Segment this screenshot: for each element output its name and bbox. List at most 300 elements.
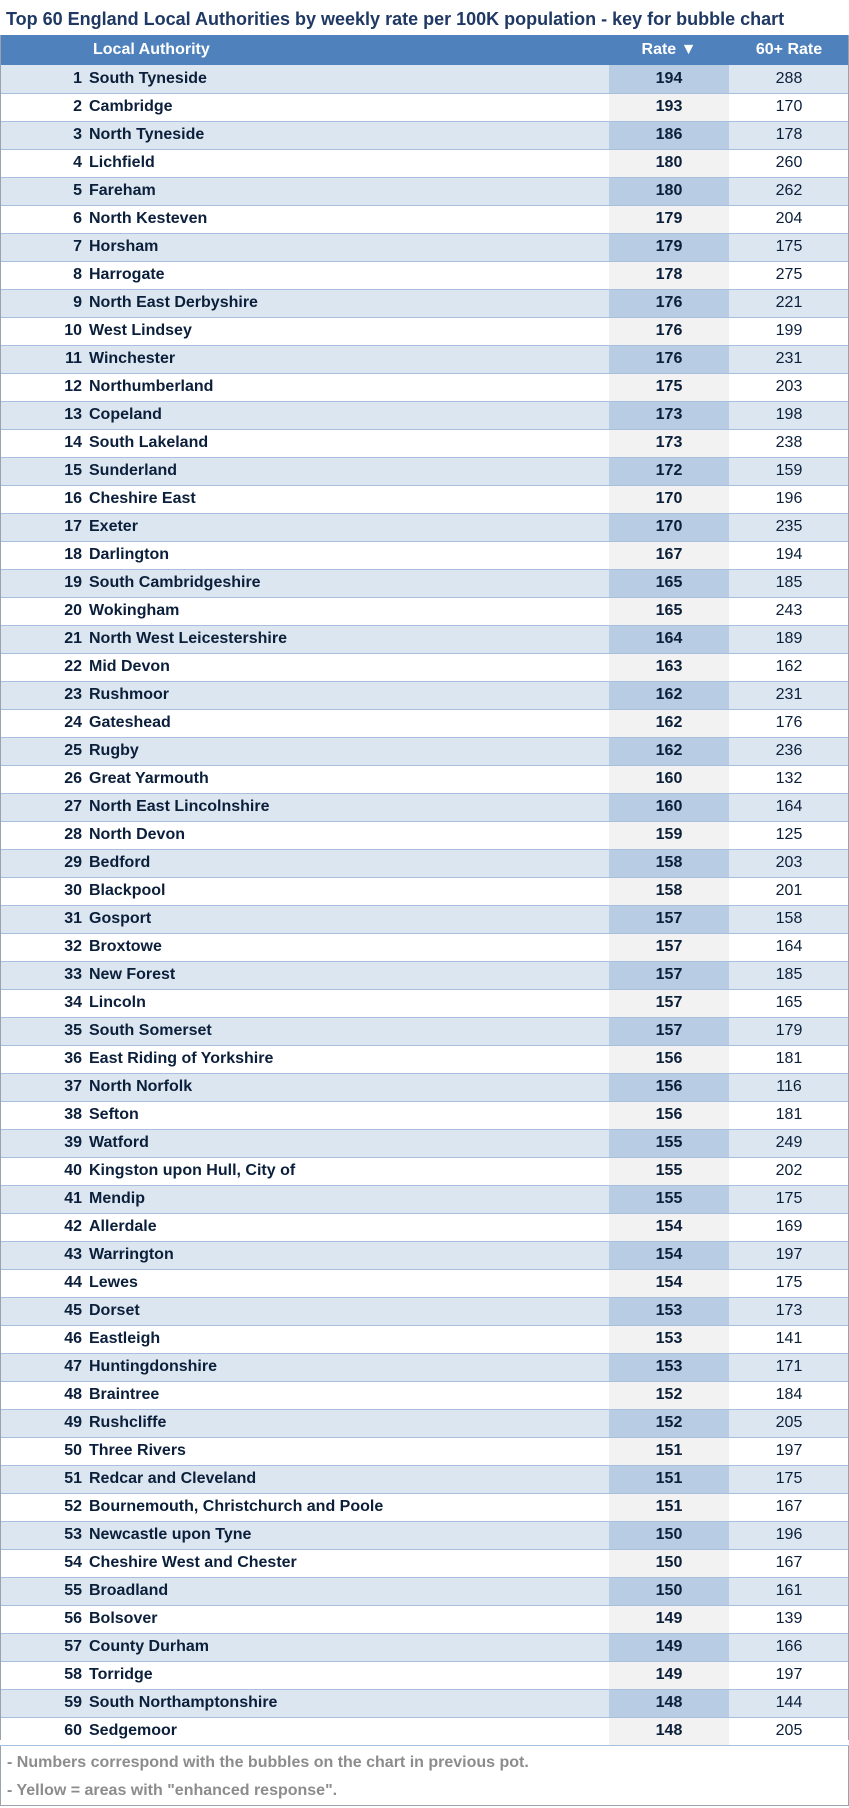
- rank-cell[interactable]: 1: [0, 65, 89, 93]
- rank-cell[interactable]: 44: [0, 1269, 89, 1297]
- authority-name-cell[interactable]: Redcar and Cleveland: [89, 1465, 609, 1493]
- authority-name-cell[interactable]: Watford: [89, 1129, 609, 1157]
- rate-cell[interactable]: 165: [609, 569, 729, 597]
- authority-name-cell[interactable]: Cambridge: [89, 93, 609, 121]
- rank-cell[interactable]: 35: [0, 1017, 89, 1045]
- table-row: [0, 457, 849, 485]
- authority-name-cell[interactable]: Kingston upon Hull, City of: [89, 1157, 609, 1185]
- authority-name-cell[interactable]: Blackpool: [89, 877, 609, 905]
- rate-60-plus-cell[interactable]: 197: [729, 1437, 849, 1465]
- table-row: [0, 1549, 849, 1577]
- table-row: [0, 681, 849, 709]
- authority-name-cell[interactable]: Braintree: [89, 1381, 609, 1409]
- table-row: [0, 905, 849, 933]
- table-row: [0, 1381, 849, 1409]
- table-row: [0, 149, 849, 177]
- authority-name-cell[interactable]: Warrington: [89, 1241, 609, 1269]
- rank-cell[interactable]: 51: [0, 1465, 89, 1493]
- table-row: [0, 1017, 849, 1045]
- rate-60-plus-cell[interactable]: 161: [729, 1577, 849, 1605]
- table-row: [0, 1409, 849, 1437]
- rate-cell[interactable]: 154: [609, 1241, 729, 1269]
- table-row: [0, 177, 849, 205]
- rate-cell[interactable]: 152: [609, 1381, 729, 1409]
- rate-60-plus-cell[interactable]: 260: [729, 149, 849, 177]
- table-row: [0, 1045, 849, 1073]
- rank-cell[interactable]: 38: [0, 1101, 89, 1129]
- rate-header-sort-desc[interactable]: Rate ▼: [641, 41, 697, 58]
- rank-cell[interactable]: 7: [0, 233, 89, 261]
- rate-cell[interactable]: 157: [609, 905, 729, 933]
- rate-cell[interactable]: 153: [609, 1353, 729, 1381]
- table-row: [0, 821, 849, 849]
- rate-cell[interactable]: 156: [609, 1045, 729, 1073]
- rate-cell[interactable]: 162: [609, 709, 729, 737]
- rate-cell[interactable]: 160: [609, 793, 729, 821]
- authority-name-cell[interactable]: Harrogate: [89, 261, 609, 289]
- table-row: [0, 933, 849, 961]
- rate-cell[interactable]: 173: [609, 429, 729, 457]
- rank-cell[interactable]: 46: [0, 1325, 89, 1353]
- table-row: [0, 1157, 849, 1185]
- rate-cell[interactable]: 149: [609, 1605, 729, 1633]
- rank-cell[interactable]: 24: [0, 709, 89, 737]
- authority-name-cell[interactable]: Rugby: [89, 737, 609, 765]
- table-row: [0, 709, 849, 737]
- rate-60-plus-cell[interactable]: 194: [729, 541, 849, 569]
- rate-cell[interactable]: 157: [609, 1017, 729, 1045]
- rate-cell[interactable]: 154: [609, 1213, 729, 1241]
- table-row: [0, 373, 849, 401]
- table-header: [0, 35, 849, 65]
- notes-box: [0, 1746, 849, 1806]
- rate-60-plus-cell[interactable]: 178: [729, 121, 849, 149]
- table-row: [0, 289, 849, 317]
- rate-cell[interactable]: 165: [609, 597, 729, 625]
- authority-name-cell[interactable]: North Tyneside: [89, 121, 609, 149]
- authority-name-cell[interactable]: Sefton: [89, 1101, 609, 1129]
- authority-name-cell[interactable]: Rushmoor: [89, 681, 609, 709]
- rank-cell[interactable]: 55: [0, 1577, 89, 1605]
- rate-cell[interactable]: 167: [609, 541, 729, 569]
- table-row: [0, 961, 849, 989]
- authority-name-cell[interactable]: Dorset: [89, 1297, 609, 1325]
- rank-cell[interactable]: 9: [0, 289, 89, 317]
- rate-60-plus-cell[interactable]: 184: [729, 1381, 849, 1409]
- table-row: [0, 569, 849, 597]
- rate-60-plus-cell[interactable]: 203: [729, 373, 849, 401]
- rate-60-plus-cell[interactable]: 231: [729, 681, 849, 709]
- authority-name-cell[interactable]: South Cambridgeshire: [89, 569, 609, 597]
- rate-60-plus-cell[interactable]: 197: [729, 1661, 849, 1689]
- rate-60-plus-cell[interactable]: 204: [729, 205, 849, 233]
- table-row: [0, 345, 849, 373]
- rate-60-plus-cell[interactable]: 132: [729, 765, 849, 793]
- rate-cell[interactable]: 193: [609, 93, 729, 121]
- rate-cell[interactable]: 157: [609, 989, 729, 1017]
- authority-name-cell[interactable]: Allerdale: [89, 1213, 609, 1241]
- rate-60-plus-cell[interactable]: 202: [729, 1157, 849, 1185]
- table-body: [0, 65, 849, 1745]
- rate-60-plus-cell[interactable]: 235: [729, 513, 849, 541]
- rank-cell[interactable]: 3: [0, 121, 89, 149]
- rank-cell[interactable]: 40: [0, 1157, 89, 1185]
- authority-name-cell[interactable]: South Northamptonshire: [89, 1689, 609, 1717]
- table-row: [0, 1437, 849, 1465]
- rate-cell[interactable]: 151: [609, 1437, 729, 1465]
- rate-cell[interactable]: 157: [609, 933, 729, 961]
- rate-60-plus-cell[interactable]: 175: [729, 1185, 849, 1213]
- authority-name-cell[interactable]: Mendip: [89, 1185, 609, 1213]
- rank-cell[interactable]: 45: [0, 1297, 89, 1325]
- rank-cell[interactable]: 39: [0, 1129, 89, 1157]
- rate-60-plus-cell[interactable]: 165: [729, 989, 849, 1017]
- authority-name-cell[interactable]: North East Lincolnshire: [89, 793, 609, 821]
- rate-cell[interactable]: 164: [609, 625, 729, 653]
- rate-60-plus-cell[interactable]: 249: [729, 1129, 849, 1157]
- rate-cell[interactable]: 148: [609, 1717, 729, 1745]
- rate-cell[interactable]: 160: [609, 765, 729, 793]
- authority-name-cell[interactable]: West Lindsey: [89, 317, 609, 345]
- rate-60-plus-cell[interactable]: 164: [729, 793, 849, 821]
- rate-60-plus-cell[interactable]: 205: [729, 1409, 849, 1437]
- rate-60-plus-cell[interactable]: 201: [729, 877, 849, 905]
- rank-cell[interactable]: 58: [0, 1661, 89, 1689]
- rate-cell[interactable]: 186: [609, 121, 729, 149]
- rank-cell[interactable]: 30: [0, 877, 89, 905]
- authority-name-cell[interactable]: Sunderland: [89, 457, 609, 485]
- rate-60-plus-cell[interactable]: 275: [729, 261, 849, 289]
- rate-60-plus-cell[interactable]: 162: [729, 653, 849, 681]
- authority-name-cell[interactable]: Exeter: [89, 513, 609, 541]
- rate-60-plus-cell[interactable]: 125: [729, 821, 849, 849]
- rank-cell[interactable]: 11: [0, 345, 89, 373]
- table-row: [0, 1521, 849, 1549]
- table-row: [0, 1101, 849, 1129]
- rate-cell[interactable]: 162: [609, 737, 729, 765]
- rate-60-plus-cell[interactable]: 141: [729, 1325, 849, 1353]
- authority-name-cell[interactable]: Broxtowe: [89, 933, 609, 961]
- rate-cell[interactable]: 176: [609, 317, 729, 345]
- rate-60-plus-cell[interactable]: 181: [729, 1045, 849, 1073]
- rate-cell[interactable]: 180: [609, 149, 729, 177]
- rank-cell[interactable]: 60: [0, 1717, 89, 1745]
- note-yellow: - Yellow = areas with "enhanced response".: [7, 1781, 338, 1799]
- rank-cell[interactable]: 37: [0, 1073, 89, 1101]
- table-row: [0, 1129, 849, 1157]
- table-row: [0, 1241, 849, 1269]
- rank-cell[interactable]: 50: [0, 1437, 89, 1465]
- rate-60-plus-cell[interactable]: 170: [729, 93, 849, 121]
- rate-60-plus-cell[interactable]: 181: [729, 1101, 849, 1129]
- authority-name-cell[interactable]: Northumberland: [89, 373, 609, 401]
- rate-cell[interactable]: 153: [609, 1297, 729, 1325]
- rate-cell[interactable]: 156: [609, 1101, 729, 1129]
- rank-cell[interactable]: 16: [0, 485, 89, 513]
- authority-name-cell[interactable]: Horsham: [89, 233, 609, 261]
- table-row: [0, 429, 849, 457]
- rate-cell[interactable]: 170: [609, 485, 729, 513]
- rate-60-plus-cell[interactable]: 185: [729, 961, 849, 989]
- rank-cell[interactable]: 52: [0, 1493, 89, 1521]
- table-row: [0, 513, 849, 541]
- header-row: [0, 35, 849, 65]
- rank-cell[interactable]: 34: [0, 989, 89, 1017]
- authority-name-cell[interactable]: Cheshire West and Chester: [89, 1549, 609, 1577]
- rank-cell[interactable]: 41: [0, 1185, 89, 1213]
- rate-60-plus-cell[interactable]: 199: [729, 317, 849, 345]
- rank-cell[interactable]: 22: [0, 653, 89, 681]
- rate-cell[interactable]: 150: [609, 1521, 729, 1549]
- authority-name-cell[interactable]: Huntingdonshire: [89, 1353, 609, 1381]
- rate-cell[interactable]: 155: [609, 1185, 729, 1213]
- rate-cell[interactable]: 149: [609, 1661, 729, 1689]
- rate-60-plus-header[interactable]: 60+ Rate: [755, 41, 823, 58]
- rate-60-plus-cell[interactable]: 164: [729, 933, 849, 961]
- table-row: [0, 1717, 849, 1745]
- rate-cell[interactable]: 173: [609, 401, 729, 429]
- authority-name-cell[interactable]: County Durham: [89, 1633, 609, 1661]
- authority-name-cell[interactable]: Mid Devon: [89, 653, 609, 681]
- table-row: [0, 625, 849, 653]
- table-row: [0, 121, 849, 149]
- rate-cell[interactable]: 155: [609, 1157, 729, 1185]
- rate-cell[interactable]: 176: [609, 345, 729, 373]
- rate-cell[interactable]: 179: [609, 205, 729, 233]
- rank-cell[interactable]: 20: [0, 597, 89, 625]
- rank-cell[interactable]: 5: [0, 177, 89, 205]
- authority-name-cell[interactable]: Gateshead: [89, 709, 609, 737]
- authority-name-cell[interactable]: Rushcliffe: [89, 1409, 609, 1437]
- rank-cell[interactable]: 15: [0, 457, 89, 485]
- authority-name-cell[interactable]: Torridge: [89, 1661, 609, 1689]
- rate-60-plus-cell[interactable]: 175: [729, 1269, 849, 1297]
- rate-60-plus-cell[interactable]: 236: [729, 737, 849, 765]
- table-row: [0, 1073, 849, 1101]
- rate-60-plus-cell[interactable]: 169: [729, 1213, 849, 1241]
- authority-name-cell[interactable]: Three Rivers: [89, 1437, 609, 1465]
- rate-cell[interactable]: 149: [609, 1633, 729, 1661]
- rate-cell[interactable]: 151: [609, 1493, 729, 1521]
- rate-60-plus-cell[interactable]: 116: [729, 1073, 849, 1101]
- table-row: [0, 1325, 849, 1353]
- rank-cell[interactable]: 54: [0, 1549, 89, 1577]
- rate-60-plus-cell[interactable]: 167: [729, 1493, 849, 1521]
- authority-name-cell[interactable]: Bedford: [89, 849, 609, 877]
- authority-name-cell[interactable]: North Norfolk: [89, 1073, 609, 1101]
- rate-cell[interactable]: 151: [609, 1465, 729, 1493]
- rank-cell[interactable]: 27: [0, 793, 89, 821]
- authority-name-cell[interactable]: North Kesteven: [89, 205, 609, 233]
- rank-cell[interactable]: 48: [0, 1381, 89, 1409]
- rate-cell[interactable]: 163: [609, 653, 729, 681]
- rank-cell[interactable]: 33: [0, 961, 89, 989]
- authority-name-cell[interactable]: Cheshire East: [89, 485, 609, 513]
- rate-60-plus-cell[interactable]: 238: [729, 429, 849, 457]
- authority-name-cell[interactable]: Broadland: [89, 1577, 609, 1605]
- authority-name-cell[interactable]: South Lakeland: [89, 429, 609, 457]
- authority-name-cell[interactable]: North East Derbyshire: [89, 289, 609, 317]
- authority-name-cell[interactable]: New Forest: [89, 961, 609, 989]
- rate-60-plus-cell[interactable]: 243: [729, 597, 849, 625]
- rate-cell[interactable]: 175: [609, 373, 729, 401]
- rate-cell[interactable]: 180: [609, 177, 729, 205]
- table-row: [0, 597, 849, 625]
- rate-60-plus-cell[interactable]: 158: [729, 905, 849, 933]
- table-row: [0, 541, 849, 569]
- authority-name-cell[interactable]: Lichfield: [89, 149, 609, 177]
- authority-name-cell[interactable]: Copeland: [89, 401, 609, 429]
- rate-cell[interactable]: 156: [609, 1073, 729, 1101]
- authority-name-cell[interactable]: Eastleigh: [89, 1325, 609, 1353]
- table-row: [0, 205, 849, 233]
- rank-cell[interactable]: 10: [0, 317, 89, 345]
- table-row: [0, 233, 849, 261]
- authority-name-cell[interactable]: Gosport: [89, 905, 609, 933]
- rate-cell[interactable]: 170: [609, 513, 729, 541]
- rank-cell[interactable]: 8: [0, 261, 89, 289]
- rate-60-plus-cell[interactable]: 171: [729, 1353, 849, 1381]
- table-row: [0, 989, 849, 1017]
- rate-cell[interactable]: 152: [609, 1409, 729, 1437]
- table-row: [0, 653, 849, 681]
- rate-60-plus-cell[interactable]: 189: [729, 625, 849, 653]
- rate-cell[interactable]: 154: [609, 1269, 729, 1297]
- rank-cell[interactable]: 17: [0, 513, 89, 541]
- rate-60-plus-cell[interactable]: 175: [729, 233, 849, 261]
- rate-cell[interactable]: 176: [609, 289, 729, 317]
- table-row: [0, 1213, 849, 1241]
- rank-cell[interactable]: 19: [0, 569, 89, 597]
- rate-cell[interactable]: 194: [609, 65, 729, 93]
- authority-name-cell[interactable]: South Tyneside: [89, 65, 609, 93]
- rate-60-plus-cell[interactable]: 139: [729, 1605, 849, 1633]
- rate-60-plus-cell[interactable]: 198: [729, 401, 849, 429]
- rank-cell[interactable]: 14: [0, 429, 89, 457]
- table-title: Top 60 England Local Authorities by weekly rate per 100K population - key for bubble chart: [6, 9, 785, 29]
- rate-60-plus-cell[interactable]: 176: [729, 709, 849, 737]
- rate-cell[interactable]: 150: [609, 1549, 729, 1577]
- rank-cell[interactable]: 53: [0, 1521, 89, 1549]
- rate-cell[interactable]: 172: [609, 457, 729, 485]
- rate-60-plus-cell[interactable]: 203: [729, 849, 849, 877]
- rank-cell[interactable]: 28: [0, 821, 89, 849]
- rate-60-plus-cell[interactable]: 231: [729, 345, 849, 373]
- authority-name-cell[interactable]: Bournemouth, Christchurch and Poole: [89, 1493, 609, 1521]
- rank-cell[interactable]: 29: [0, 849, 89, 877]
- table-row: [0, 1661, 849, 1689]
- authority-name-cell[interactable]: Fareham: [89, 177, 609, 205]
- table-row: [0, 1185, 849, 1213]
- rate-60-plus-cell[interactable]: 221: [729, 289, 849, 317]
- authority-name-cell[interactable]: Winchester: [89, 345, 609, 373]
- rate-cell[interactable]: 148: [609, 1689, 729, 1717]
- table-row: [0, 1689, 849, 1717]
- rank-cell[interactable]: 57: [0, 1633, 89, 1661]
- rate-60-plus-cell[interactable]: 144: [729, 1689, 849, 1717]
- authority-name-cell[interactable]: East Riding of Yorkshire: [89, 1045, 609, 1073]
- rate-cell[interactable]: 162: [609, 681, 729, 709]
- table-row: [0, 401, 849, 429]
- rate-cell[interactable]: 157: [609, 961, 729, 989]
- rank-cell[interactable]: 31: [0, 905, 89, 933]
- rank-cell[interactable]: 47: [0, 1353, 89, 1381]
- rate-cell[interactable]: 158: [609, 849, 729, 877]
- rate-60-plus-cell[interactable]: 288: [729, 65, 849, 93]
- rate-60-plus-cell[interactable]: 167: [729, 1549, 849, 1577]
- authority-name-cell[interactable]: Lincoln: [89, 989, 609, 1017]
- table-row: [0, 93, 849, 121]
- rate-60-plus-cell[interactable]: 159: [729, 457, 849, 485]
- rank-cell[interactable]: 2: [0, 93, 89, 121]
- table-row: [0, 1493, 849, 1521]
- authority-name-cell[interactable]: South Somerset: [89, 1017, 609, 1045]
- authority-name-cell[interactable]: Darlington: [89, 541, 609, 569]
- rate-cell[interactable]: 179: [609, 233, 729, 261]
- table-row: [0, 1577, 849, 1605]
- authority-name-cell[interactable]: Sedgemoor: [89, 1717, 609, 1745]
- rank-cell[interactable]: 6: [0, 205, 89, 233]
- rate-60-plus-cell[interactable]: 179: [729, 1017, 849, 1045]
- rate-60-plus-cell[interactable]: 185: [729, 569, 849, 597]
- table-row: [0, 1353, 849, 1381]
- rank-cell[interactable]: 12: [0, 373, 89, 401]
- rank-cell[interactable]: 49: [0, 1409, 89, 1437]
- rate-60-plus-cell[interactable]: 197: [729, 1241, 849, 1269]
- rate-60-plus-cell[interactable]: 173: [729, 1297, 849, 1325]
- rate-60-plus-cell[interactable]: 262: [729, 177, 849, 205]
- rank-cell[interactable]: 59: [0, 1689, 89, 1717]
- rate-cell[interactable]: 178: [609, 261, 729, 289]
- authority-name-cell[interactable]: North West Leicestershire: [89, 625, 609, 653]
- rate-cell[interactable]: 155: [609, 1129, 729, 1157]
- authority-name-cell[interactable]: Newcastle upon Tyne: [89, 1521, 609, 1549]
- rank-cell[interactable]: 42: [0, 1213, 89, 1241]
- rate-60-plus-cell[interactable]: 196: [729, 485, 849, 513]
- table-row: [0, 1633, 849, 1661]
- rate-cell[interactable]: 150: [609, 1577, 729, 1605]
- rank-cell[interactable]: 32: [0, 933, 89, 961]
- rate-60-plus-cell[interactable]: 205: [729, 1717, 849, 1745]
- note-bubbles: - Numbers correspond with the bubbles on the chart in previous pot.: [7, 1753, 529, 1771]
- rank-cell[interactable]: 56: [0, 1605, 89, 1633]
- authority-name-cell[interactable]: Great Yarmouth: [89, 765, 609, 793]
- rank-cell[interactable]: 25: [0, 737, 89, 765]
- rate-cell[interactable]: 153: [609, 1325, 729, 1353]
- rank-cell[interactable]: 26: [0, 765, 89, 793]
- rate-60-plus-cell[interactable]: 196: [729, 1521, 849, 1549]
- authority-name-cell[interactable]: Wokingham: [89, 597, 609, 625]
- rank-cell[interactable]: 21: [0, 625, 89, 653]
- table-row: [0, 261, 849, 289]
- rate-cell[interactable]: 159: [609, 821, 729, 849]
- rate-60-plus-cell[interactable]: 166: [729, 1633, 849, 1661]
- authority-name-cell[interactable]: Bolsover: [89, 1605, 609, 1633]
- authority-name-cell[interactable]: Lewes: [89, 1269, 609, 1297]
- rank-cell[interactable]: 23: [0, 681, 89, 709]
- rank-cell[interactable]: 4: [0, 149, 89, 177]
- rank-cell[interactable]: 36: [0, 1045, 89, 1073]
- local-authority-header[interactable]: Local Authority: [93, 41, 210, 58]
- authority-name-cell[interactable]: North Devon: [89, 821, 609, 849]
- rank-cell[interactable]: 13: [0, 401, 89, 429]
- rank-cell[interactable]: 43: [0, 1241, 89, 1269]
- rate-60-plus-cell[interactable]: 175: [729, 1465, 849, 1493]
- table-row: [0, 793, 849, 821]
- rank-cell[interactable]: 18: [0, 541, 89, 569]
- table-row: [0, 849, 849, 877]
- rate-cell[interactable]: 158: [609, 877, 729, 905]
